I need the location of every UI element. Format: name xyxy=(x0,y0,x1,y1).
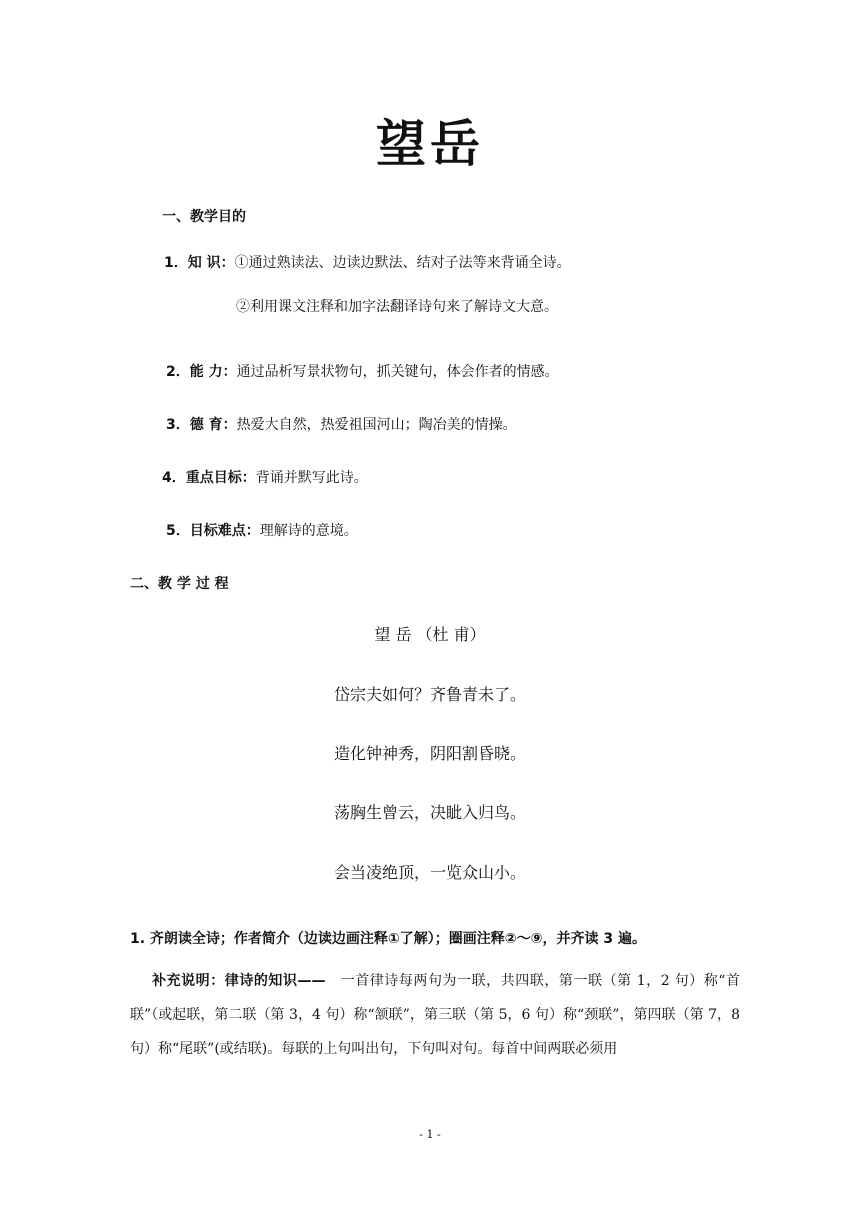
goal-num: 1． xyxy=(164,255,188,271)
goal-text: ②利用课文注释和加字法翻译诗句来了解诗文大意。 xyxy=(236,299,558,315)
goal-item-difficulty xyxy=(166,520,358,540)
poem-title: 望 岳 （杜 甫） xyxy=(374,625,486,644)
goal-label: 知 识： xyxy=(187,255,235,271)
goal-text: 背诵并默写此诗。 xyxy=(255,470,368,486)
step-1-instruction: 1. 齐朗读全诗；作者简介（边读边画注释①了解）；圈画注释②～⑨，并齐读 3 遍。 xyxy=(130,931,646,947)
goal-item-moral xyxy=(166,414,517,434)
goal-label: 能 力： xyxy=(189,364,237,380)
poem-line: 会当凌绝顶，一览众山小。 xyxy=(333,863,526,882)
goal-num: 2． xyxy=(166,364,190,380)
goal-label: 重点目标： xyxy=(185,470,256,486)
goal-num: 5． xyxy=(166,523,190,539)
document-title: 望岳 xyxy=(376,114,484,173)
poem-line: 造化钟神秀，阴阳割昏晓。 xyxy=(333,744,526,763)
supplement-text: 一首律诗每两句为一联，共四联，第一联（第 1，2 句）称“首联”（或起联，第二联（第 3，4 句）称“颔联”，第三联（第 5，6 句）称“颈联”，第四联（第 7，8 句）称“尾联”(或结联)。每联的上句叫出句，下句叫对句。每首中间两联必须用 xyxy=(130,973,740,1057)
page-number: - 1 - xyxy=(419,1128,441,1141)
goal-num: 3． xyxy=(166,417,190,433)
goal-text: 理解诗的意境。 xyxy=(259,523,358,539)
poem-line: 岱宗夫如何？齐鲁青未了。 xyxy=(333,685,526,704)
goal-text: ①通过熟读法、边读边默法、结对子法等来背诵全诗。 xyxy=(234,255,571,271)
goal-text: 热爱大自然，热爱祖国河山；陶冶美的情操。 xyxy=(236,417,517,433)
goal-item-knowledge xyxy=(164,252,571,272)
goal-text: 通过品析写景状物句，抓关键句，体会作者的情感。 xyxy=(236,364,559,380)
goal-num: 4． xyxy=(162,470,186,486)
goal-item-knowledge-2 xyxy=(236,296,558,316)
section-heading-teaching-process: 二、教 学 过 程 xyxy=(130,576,229,592)
goal-item-ability xyxy=(166,361,559,381)
goal-label: 目标难点： xyxy=(189,523,260,539)
supplement-label: 补充说明：律诗的知识—— xyxy=(152,973,326,989)
section-heading-teaching-goals: 一、教学目的 xyxy=(162,209,246,225)
poem-line: 荡胸生曾云，决眦入归鸟。 xyxy=(333,803,526,822)
goal-item-key xyxy=(162,467,368,487)
goal-label: 德 育： xyxy=(189,417,237,433)
supplement-paragraph xyxy=(130,964,740,1066)
